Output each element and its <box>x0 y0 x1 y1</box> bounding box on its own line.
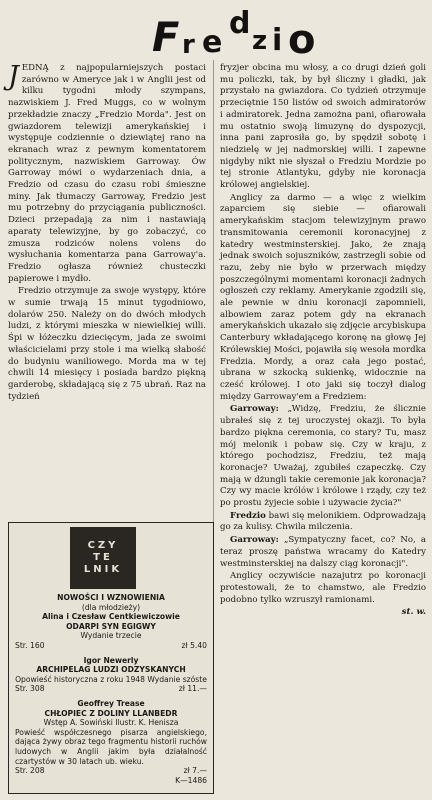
dialogue-line: Garroway: „Sympatyczny facet, co? No, a teraz proszę państwa wracamy do Katedry westminsterskiej na dalszy ciąg koronacji". <box>220 535 427 569</box>
book-edition: Wydanie trzecie <box>80 631 142 641</box>
article-title <box>152 6 422 62</box>
publisher-logo: CZY TE LNIK <box>70 527 136 589</box>
signature: st. w. <box>401 607 426 618</box>
dialogue-line: Fredzio bawi się melonikiem. Odprowadzają go za kulisy. Chwila milczenia. <box>220 510 427 533</box>
article-paragraph: Anglicy za darmo — a więc z wielkim zaparciem się siebie — ofiarowali amerykańskim stacjom telewizyjnym prawo transmitowania ceremonii koronacyjnej z katedry westminsterskiej. Jako, że znają jednak swoich sojuszników, zastrzegli sobie od razu, żeby nie było w przerwach między poszczególnymi momentami koronacji żadnych ogłoszeń czy reklamy. Amerykanie zgodzili się, ale pewnie w dniu koronacji zapomnieli, albowiem zaraz potem gdy na ekranach amerykańskich ukazało się zdjęcie arcybiskupa Canterbury wkładającego koronę na głowę Jej Królewskiej Mości, pojawiła się wesoła mordka Fredzia. Mordy, a oraz cała jego postać, ubrana w szkocką sukienkę, widocznie na cześć królowej. I oto jaki się toczył dialog między Garroway'em a Fredziem: <box>220 192 426 402</box>
dialogue-line: Garroway: „Widzę, Fredziu, że ślicznie ubrałeś się z tej uroczystej okazji. To była bardzo piękna ceremonia, co stary? Tu, masz mój melonik i pobaw się. Czy w kraju, z którego pochodzisz, Fredziu, też mają koronacje? Uważaj, zgubiłeś czapeczkę. Czy mają w dżungli takie ceremonie jak koronacja? Czy wy macie królów i królowe i rządy, czy też po prostu żyjecie sobie i używacie życia?" <box>220 404 426 509</box>
speaker-name: Garroway: <box>230 404 279 415</box>
drop-cap: J <box>8 61 19 92</box>
book-code-row <box>15 776 207 786</box>
book-price: zł 11.— <box>178 684 207 694</box>
ad-content <box>15 593 207 785</box>
book-advertisement <box>8 522 214 794</box>
book-price-row <box>15 684 207 694</box>
article-paragraph: JEDNĄ z najpopularniejszych postaci zarówno w Ameryce jak i w Anglii jest od kilku tygodni młody szympans, nazwiskiem J. Fred Muggs, co w wolnym przekładzie znaczy „Fredzio Morda". Jest on gwiazdorem telewizji amerykańskiej i występuje codziennie o dziewiątej rano na ekranach wraz z pewnym komentatorem politycznym, nazwiskiem Garroway. Ów Garroway mówi o wydarzeniach dnia, a Fredzio od czasu do czasu robi śmieszne miny. Jak tłumaczy Garroway, Fredzio jest mu potrzebny do przyciągania publiczności. Dzieci przepadają za nim i nastawiają aparaty telewizyjne, by go zobaczyć, co zmusza rodziców nolens volens do wysłuchania komentarza pana Garroway'a. Fredzio ogłasza również chusteczki papierowe i mydło. <box>8 61 206 284</box>
book-edition: Opowieść historyczna z roku 1948 Wydanie szóste <box>15 674 207 684</box>
book-title: ODARPI SYN EGIGWY <box>66 621 156 631</box>
article-paragraph: Fredzio otrzymuje za swoje występy, które w sumie trwają 15 minut tygodniowo, dolarów 250. Należy on do dwóch młodych ludzi, z którymi mieszka w niewielkiej willi. Śpi w łóżeczku dziecięcym, jada ze swoimi właścicielami przy stole i ma wielką słabość do budyniu waniliowego. Morda ma w tej chwili 14 miesięcy i posiada bardzo piękną garderobę, składającą się z 75 ubrań. Raz na tydzień <box>8 286 206 402</box>
left-column <box>8 63 206 403</box>
article-paragraph: fryzjer obcina mu włosy, a co drugi dzień goli mu policzki, tak, by był śliczny i gładki, jak przystało na gwiazdora. Co tydzień otrzymuje przeciętnie 150 listów od swoich admiratorów i admiratorek. Jedna zamożna pani, ofiarowała mu ostatnio swoją limuzynę do dyspozycji, inna pani zaprosiła go, by spędził sobotę i niedzielę w jej nadmorskiej willi. I zapewne nigdyby nikt nie słyszał o Fredziu Mordzie po tej stronie Atlantyku, gdyby nie koronacja królowej angielskiej. <box>220 63 426 191</box>
book-authors: Igor Newerly <box>83 655 139 665</box>
ad-subheader: (dla młodzieży) <box>81 602 141 612</box>
book-edition: Wstęp A. Sowiński Ilustr. K. Henisza <box>43 718 179 728</box>
title-letter: d <box>229 6 251 41</box>
speaker-name: Garroway: <box>230 535 279 546</box>
speaker-name: Fredzio <box>230 510 266 521</box>
book-code: K—1486 <box>175 775 207 785</box>
title-letter: o <box>288 17 316 63</box>
book-title: CHŁOPIEC Z DOLINY LLANBEDR <box>44 708 178 718</box>
title-letter: r <box>182 30 195 60</box>
book-price: zł 7.— <box>183 766 207 776</box>
ad-header: NOWOŚCI I WZNOWIENIA <box>57 593 165 602</box>
book-authors: Geoffrey Trease <box>77 698 145 708</box>
book-price-row <box>15 641 207 651</box>
book-title: ARCHIPELAG LUDZI ODZYSKANYCH <box>36 665 186 675</box>
book-pages: Str. 208 <box>15 766 45 776</box>
book-pages: Str. 160 <box>15 640 45 650</box>
title-letter: z <box>252 26 268 56</box>
article-paragraph: Anglicy oczywiście nazajutrz po koronacji protestowali, że to chamstwo, ale Fredzio podobno tylko wzruszył ramionami. <box>220 571 426 605</box>
title-letter: F <box>152 15 180 61</box>
book-price-row <box>15 766 207 776</box>
right-column <box>220 63 426 619</box>
title-letter: e <box>202 25 223 60</box>
book-pages: Str. 308 <box>15 684 45 694</box>
title-letter: i <box>272 23 283 58</box>
book-price: zł 5.40 <box>181 640 207 650</box>
book-authors: Alina i Czesław Centkiewiczowie <box>42 612 180 622</box>
book-description: Powieść współczesnego pisarza angielskiego, dająca żywy obraz tego fragmentu historii ruchów ludowych w Anglii jakim była działalność czartystów w 30 latach ub. wieku. <box>15 727 207 766</box>
